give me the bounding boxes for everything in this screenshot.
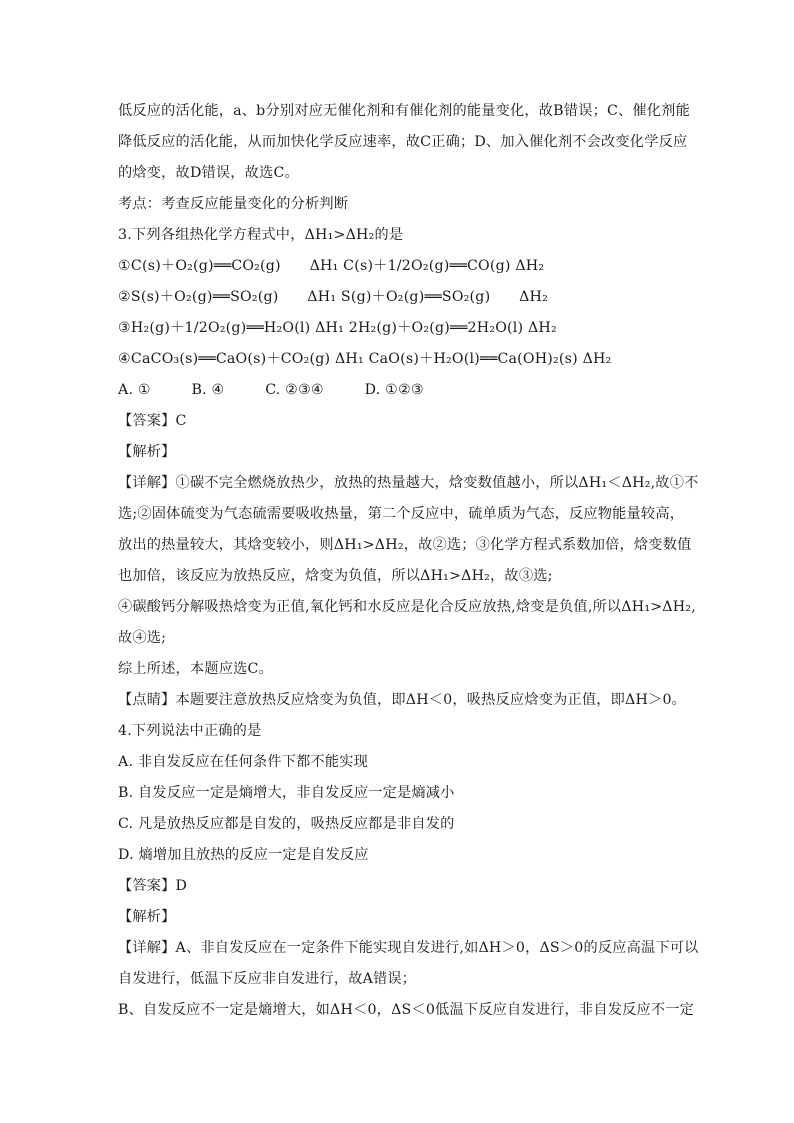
detail-line: 放出的热量较大，其焓变较小，则ΔH₁>ΔH₂，故②选；③化学方程式系数加倍，焓变数值 (118, 537, 692, 553)
text-line: 的焓变，故D错误，故选C。 (118, 165, 299, 181)
question-3-analysis-heading: 【解析】 (118, 444, 176, 460)
summary-line: 综上所述，本题应选C。 (118, 661, 273, 677)
equation-3: ③H₂(g)＋1/2O₂(g)══H₂O(l) ΔH₁ 2H₂(g)＋O₂(g)══2H₂O(l) ΔH₂ (118, 320, 557, 336)
question-4-answer: 【答案】D (118, 878, 188, 894)
equation-2: ②S(s)＋O₂(g)══SO₂(g) ΔH₁ S(g)＋O₂(g)══SO₂(g) ΔH₂ (118, 289, 548, 305)
question-4-analysis-heading: 【解析】 (118, 909, 176, 925)
option-a: A. 非自发反应在任何条件下都不能实现 (118, 754, 369, 770)
option-b: B. 自发反应一定是熵增大，非自发反应一定是熵减小 (118, 785, 455, 801)
equation-4: ④CaCO₃(s)══CaO(s)＋CO₂(g) ΔH₁ CaO(s)＋H₂O(l)══Ca(OH)₂(s) ΔH₂ (118, 351, 612, 367)
detail-line: 也加倍，该反应为放热反应，焓变为负值，所以ΔH₁>ΔH₂，故③选; (118, 568, 553, 584)
equation-1: ①C(s)＋O₂(g)══CO₂(g) ΔH₁ C(s)＋1/2O₂(g)══CO(g) ΔH₂ (118, 258, 545, 274)
question-3-options (118, 375, 688, 406)
document-page (118, 96, 699, 1026)
detail-line: B、自发反应不一定是熵增大，如ΔH＜0，ΔS＜0低温下反应自发进行，非自发反应不一定 (118, 1002, 695, 1018)
detail-line: 选;②固体硫变为气态硫需要吸收热量，第二个反应中，硫单质为气态，反应物能量较高， (118, 506, 685, 522)
text-line: 降低反应的活化能，从而加快化学反应速率，故C正确；D、加入催化剂不会改变化学反应 (118, 134, 688, 150)
option-a: A. ① (118, 382, 151, 398)
detail-line: 【详解】A、非自发反应在一定条件下能实现自发进行,如ΔH＞0，ΔS＞0的反应高温下可以 (118, 940, 699, 956)
option-d: D. ①②③ (364, 382, 424, 398)
option-c: C. 凡是放热反应都是自发的，吸热反应都是非自发的 (118, 816, 455, 832)
option-b: B. ④ (191, 382, 225, 398)
detail-line: ④碳酸钙分解吸热焓变为正值,氧化钙和水反应是化合反应放热,焓变是负值,所以ΔH₁>ΔH₂, (118, 599, 696, 615)
question-3-stem: 3.下列各组热化学方程式中，ΔH₁>ΔH₂的是 (118, 227, 404, 243)
topic-line: 考点：考查反应能量变化的分析判断 (118, 196, 349, 212)
option-c: C. ②③④ (265, 382, 324, 398)
question-4-stem: 4.下列说法中正确的是 (118, 723, 262, 739)
detail-line: 自发进行，低温下反应非自发进行，故A错误； (118, 971, 417, 987)
option-d: D. 熵增加且放热的反应一定是自发反应 (118, 847, 369, 863)
detail-line: 故④选; (118, 630, 167, 646)
tip-line: 【点睛】本题要注意放热反应焓变为负值，即ΔH＜0，吸热反应焓变为正值，即ΔH＞0。 (118, 692, 687, 708)
question-3-answer: 【答案】C (118, 413, 187, 429)
text-line: 低反应的活化能，a、b分别对应无催化剂和有催化剂的能量变化，故B错误；C、催化剂能 (118, 103, 690, 119)
detail-line: 【详解】①碳不完全燃烧放热少，放热的热量越大，焓变数值越小，所以ΔH₁＜ΔH₂,故①不 (118, 475, 699, 491)
